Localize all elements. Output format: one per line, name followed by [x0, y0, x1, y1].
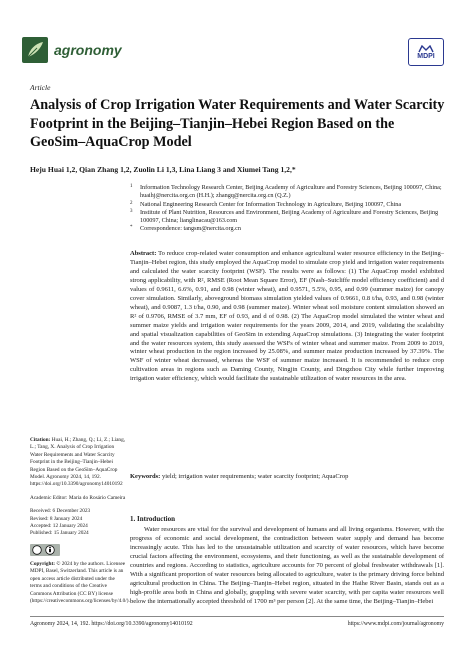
footer-journal-link[interactable]: https://www.mdpi.com/journal/agronomy — [347, 621, 444, 627]
affiliation-marker: * — [130, 225, 133, 231]
dates-block — [30, 508, 126, 538]
affiliation-marker: 3 — [130, 208, 133, 214]
correspondence-text: Correspondence: tangsm@nercita.org.cn — [140, 225, 241, 233]
introduction-paragraph: Water resources are vital for the survival and development of humans and all living organisms. However, with the progress of economic and social development, the contradiction between water supply and demand has become increasingly acute. This has led to the unsustainable utilization and scarcity of water resources, which have become crucial factors affecting the environment, ecosystems, and their functioning, as well as the sustainable development of countries and regions. According to statistics, agriculture accounts for 70 percent of global freshwater withdrawals [1]. With a significant proportion of water resources being allocated to agriculture, water is the primary driving force behind agricultural production in China. The Beijing–Tianjin–Hebei region, situated in the Haihe River Basin, stands out as a high-profile area both in China and globally, grappling with severe water scarcity, with per capita water resources well below the internationally accepted threshold of 1700 m³ per person [2]. At the same time, the Beijing–Tianjin–Hebei — [130, 526, 444, 605]
paper-title: Analysis of Crop Irrigation Water Requirements and Water Scarcity Footprint in the Beijing–Tianjin–Hebei Region Based on the GeoSim–AquaCrop Model — [30, 97, 445, 150]
copyright-block — [30, 560, 130, 605]
affiliation-3 — [130, 209, 442, 226]
keywords-text: yield; irrigation water requirements; water scarcity footprint; AquaCrop — [161, 473, 349, 480]
keywords — [130, 473, 444, 482]
copyright-text: © 2024 by the authors. Licensee MDPI, Basel, Switzerland. This article is an open access article distributed under the terms and conditions of the Creative Commons Attribution (CC BY) license (https://creativecommons.org/licenses/by/4.0/). — [30, 560, 130, 604]
citation-block — [30, 437, 126, 489]
correspondence — [130, 225, 442, 233]
affiliation-marker: 2 — [130, 200, 133, 206]
mdpi-emblem-icon — [418, 45, 434, 53]
affiliation-text: Institute of Plant Nutrition, Resources and Environment, Beijing Academy of Agriculture and Forestry Sciences, Beijing 100097, China; lianglinacau@163.com — [140, 208, 439, 225]
citation-text: Huai, H.; Zhang, Q.; Li, Z.; Liang, L.; Tang, X. Analysis of Crop Irrigation Water Requirements and Water Scarcity Footprint in the Beijing–Tianjin–Hebei Region Based on the GeoSim–AquaCrop Model. Agronomy 2024, 14, 192. https://doi.org/10.3390/agronomy14010192 — [30, 437, 126, 488]
sidebar — [30, 437, 130, 611]
citation-label: Citation: — [30, 437, 51, 443]
article-type: Article — [30, 83, 51, 92]
accepted-date: Accepted: 12 January 2024 — [30, 523, 88, 530]
agronomy-logo-icon — [22, 37, 48, 63]
section-heading-introduction: 1. Introduction — [130, 515, 175, 523]
footer-divider — [30, 616, 444, 617]
published-date: Published: 15 January 2024 — [30, 530, 89, 537]
affiliation-text: Information Technology Research Center, Beijing Academy of Agriculture and Forestry Sciences, Beijing 100097, China; huaihj@nercita.org.cn (H.H.); zhangq@nercita.org.cn (Q.Z.) — [140, 184, 442, 200]
author-list — [30, 165, 296, 174]
affiliation-marker: 1 — [130, 184, 133, 189]
academic-editor: Academic Editor: Maria do Rosário Cameira — [30, 494, 126, 501]
cc-by-license-icon[interactable] — [30, 544, 60, 556]
received-date: Received: 6 December 2023 — [30, 508, 91, 515]
footer-citation[interactable]: Agronomy 2024, 14, 192. https://doi.org/10.3390/agronomy14010192 — [30, 621, 193, 627]
authors-text: Heju Huai 1,2, Qian Zhang 1,2, Zuolin Li 1,3, Lina Liang 3 and Xiumei Tang 1,2,* — [30, 165, 296, 174]
abstract-label: Abstract: — [130, 250, 157, 257]
abstract — [130, 250, 444, 384]
publisher-name: MDPI — [417, 52, 435, 60]
affiliation-text: National Engineering Research Center for Information Technology in Agriculture, Beijing 100097, China — [140, 200, 402, 208]
revised-date: Revised: 8 January 2024 — [30, 515, 83, 522]
keywords-label: Keywords: — [130, 473, 161, 480]
affiliation-2 — [130, 201, 442, 209]
affiliation-1 — [130, 184, 442, 201]
affiliations — [130, 184, 442, 234]
mdpi-logo-icon — [408, 38, 444, 66]
journal-name: agronomy — [54, 42, 122, 58]
journal-logo — [22, 36, 172, 64]
abstract-text: To reduce crop-related water consumption and enhance agricultural water resource efficiency in the Beijing–Tianjin–Hebei region, this study employed the AquaCrop model to simulate crop yield and irrigation water requirements and calculated the water scarcity footprint (WSF). The results were as follows: (1) The AquaCrop model exhibited strong applicability, with R², RMSE (Root Mean Square Error), EF (Nash–Sutcliffe model efficiency coefficient) and d values of 0.9611, 6.6%, 0.91, and 0.98 (winter wheat), and 0.9571, 5.5%, 0.95, and 0.99 (summer maize) for canopy cover simulation. Similarly, aboveground biomass simulation yielded values of 0.9661, 0.8 t/ha, 0.93, and 0.98 (winter wheat), and 0.9087, 1.3 t/ha, 0.90, and 0.98 (summer maize). Winter wheat soil moisture content simulation showed an R² of 0.9706, RMSE of 3.7 mm, EF of 0.93, and d of 0.98. (2) The AquaCrop model simulated the winter wheat and summer maize yields and irrigation water requirements for the years 2009, 2014, and 2019, validating the scalability and spatial visualization capabilities of GeoSim in extending AquaCrop simulations. (3) Integrating the water footprint and the water resources system, this study assessed the WSFs of winter wheat and summer maize. From 2009 to 2019, winter wheat production in the region increased by 25.08%, and summer maize production increased by 37.39%. The WSF of winter wheat decreased, whereas the WSF of summer maize increased. It is recommended to reduce crop cultivation areas in regions such as Daming County, Ningjin County, and Dingzhou City while further improving irrigation water efficiency, which would facilitate the sustainable utilization of water resources in the area. — [130, 250, 444, 383]
copyright-label: Copyright: — [30, 560, 56, 567]
